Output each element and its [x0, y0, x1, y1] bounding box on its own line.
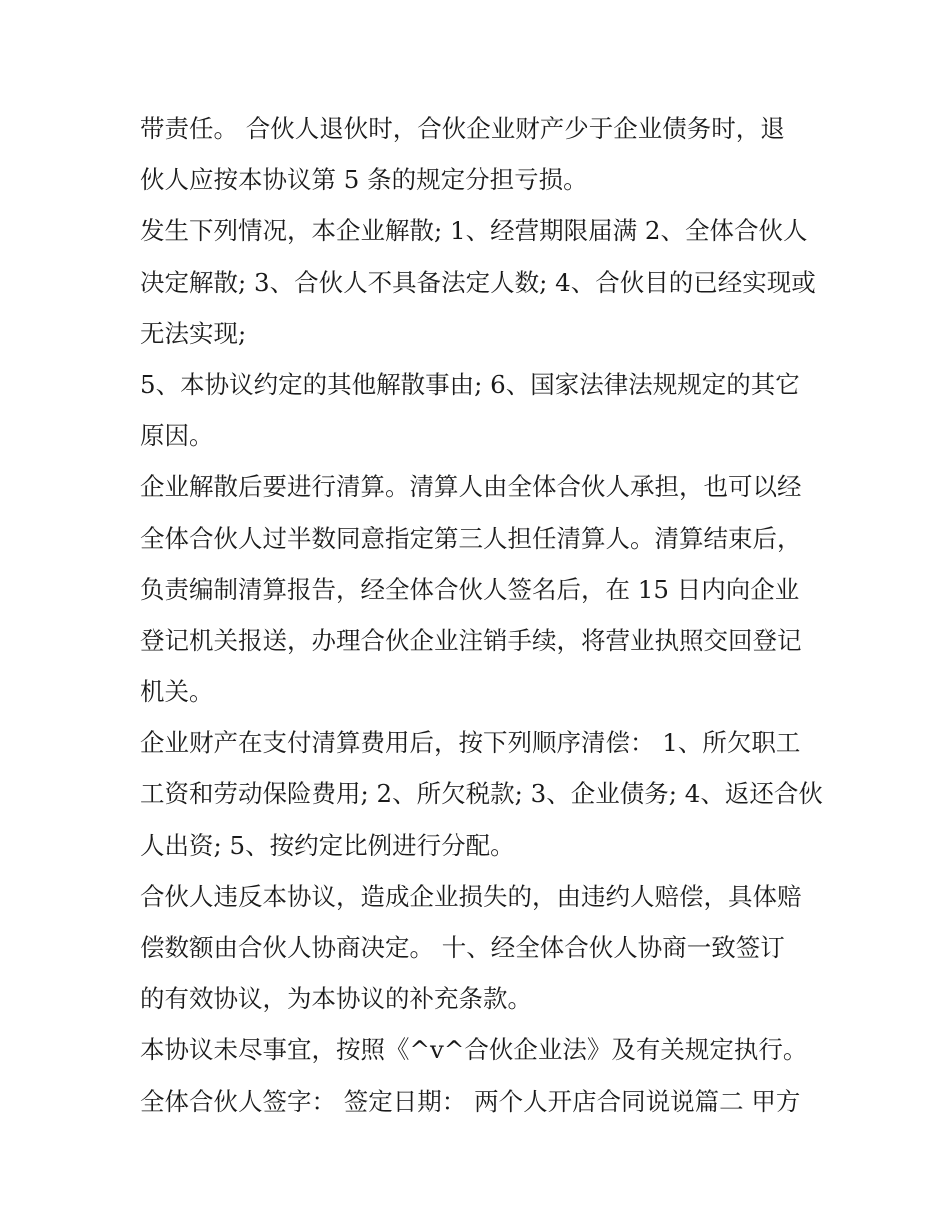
text-line: 工资和劳动保险费用; 2、所欠税款; 3、企业债务; 4、返还合伙 — [140, 779, 823, 809]
text-line: 的有效协议，为本协议的补充条款。 — [140, 984, 532, 1014]
text-line: 原因。 — [140, 421, 214, 451]
text-line: 负责编制清算报告，经全体合伙人签名后，在 15 日内向企业 — [140, 574, 800, 604]
text-line: 全体合伙人过半数同意指定第三人担任清算人。清算结束后， — [140, 523, 802, 553]
document-body — [140, 103, 830, 1127]
text-line: 5、本协议约定的其他解散事由; 6、国家法律法规规定的其它 — [140, 369, 800, 399]
text-line: 企业财产在支付清算费用后，按下列顺序清偿： 1、所欠职工 — [140, 728, 801, 758]
text-line: 偿数额由合伙人协商决定。 十、经全体合伙人协商一致签订 — [140, 933, 785, 962]
text-line: 带责任。 合伙人退伙时，合伙企业财产少于企业债务时，退 — [140, 114, 785, 143]
text-line: 企业解散后要进行清算。清算人由全体合伙人承担，也可以经 — [140, 472, 802, 502]
text-line: 发生下列情况，本企业解散; 1、经营期限届满 2、全体合伙人 — [140, 216, 808, 246]
text-line: 人出资; 5、按约定比例进行分配。 — [140, 830, 515, 860]
text-line: 决定解散; 3、合伙人不具备法定人数; 4、合伙目的已经实现或 — [140, 267, 816, 297]
text-line: 登记机关报送，办理合伙企业注销手续，将营业执照交回登记 — [140, 625, 802, 655]
text-line: 无法实现; — [140, 318, 247, 348]
text-line: 机关。 — [140, 677, 214, 707]
text-line: 全体合伙人签字： 签定日期： 两个人开店合同说说篇二 甲方 — [140, 1086, 801, 1116]
text-line: 合伙人违反本协议，造成企业损失的，由违约人赔偿，具体赔 — [140, 881, 802, 911]
text-line: 伙人应按本协议第 5 条的规定分担亏损。 — [140, 165, 588, 195]
text-line: 本协议未尽事宜，按照《^v^合伙企业法》及有关规定执行。 — [140, 1035, 808, 1065]
